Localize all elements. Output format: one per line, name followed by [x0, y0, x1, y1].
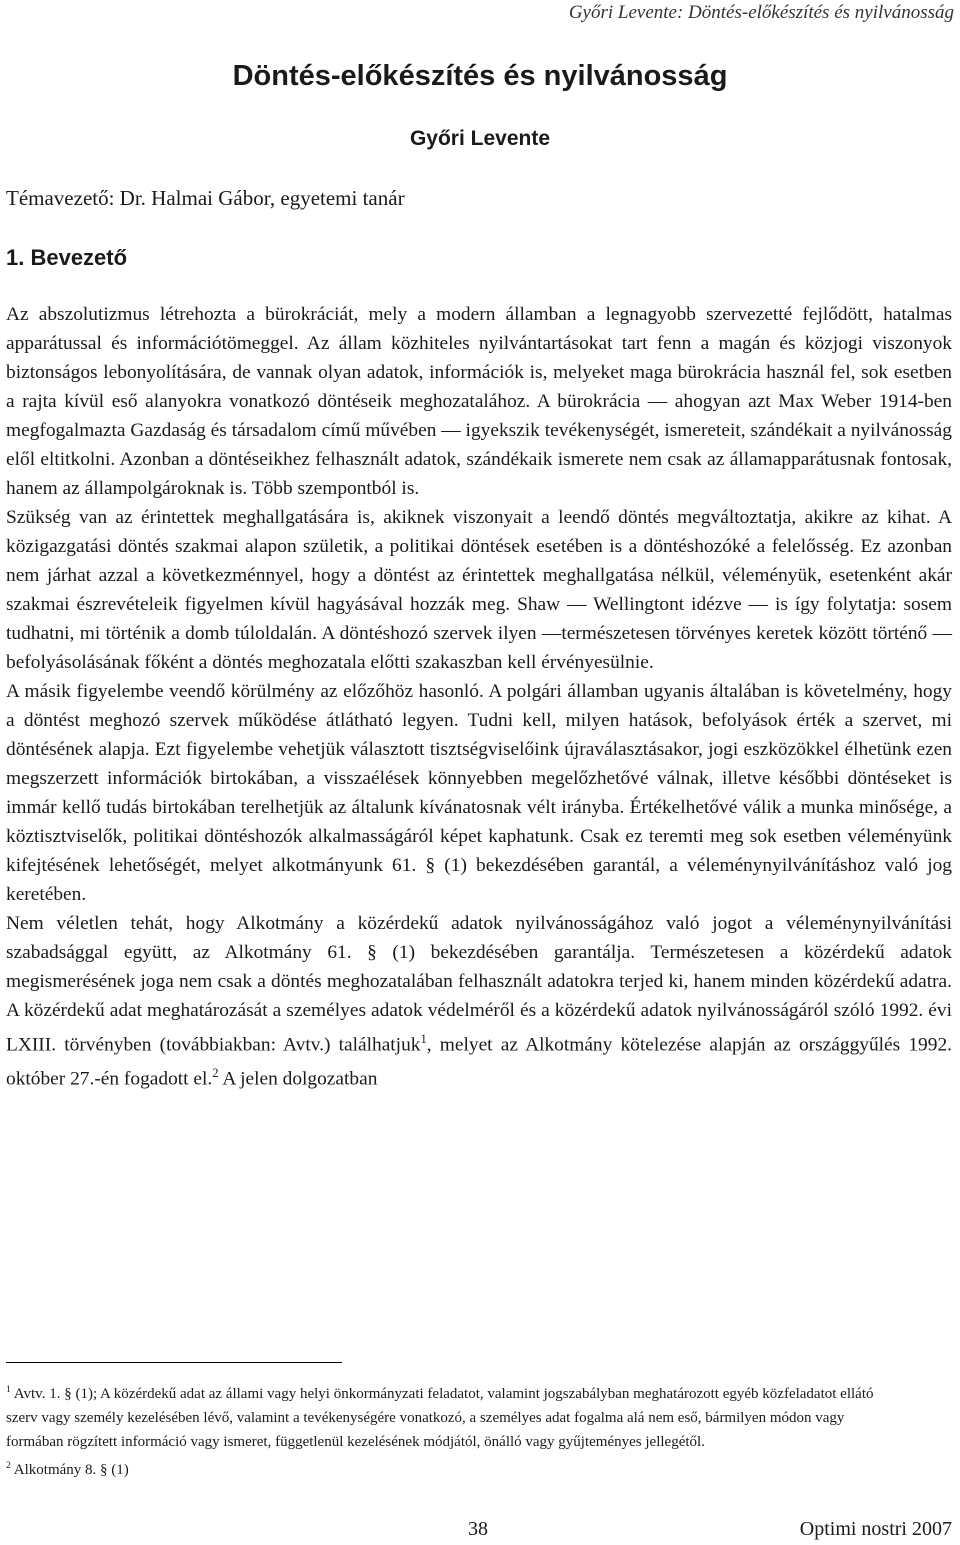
- running-header: Győri Levente: Döntés-előkészítés és nyilvánosság: [568, 2, 954, 23]
- author-name: Győri Levente: [409, 127, 551, 150]
- paragraph-text: Nem véletlen tehát, hogy Alkotmány a közérdekű adatok nyilvánosságához való jogot a véleménynyilvánítási szabadsággal együtt, az Alkotmány 61. § (1) bekezdésében garantálja. Természetesen a közérdekű adatok megismerésének joga nem csak a döntés meghozatalában felhasznált adatokra terjed ki, hanem minden közérdekű adatra. A közérdekű adat meghatározását a személyes adatok védelméről és a közérdekű adatok nyilvánosságáról szóló 1992. évi LXIII. törvényben (továbbiakban: Avtv.) találhatjuk: [6, 913, 952, 1056]
- footnotes: [6, 1378, 886, 1482]
- paragraph: A másik figyelembe veendő körülmény az előzőhöz hasonló. A polgári államban ugyanis általában is követelmény, hogy a döntést meghozó szervek működése átlátható legyen. Tudni kell, milyen hatások, befolyások érték a szervet, mi döntésének alapja. Ezt figyelembe vehetjük választott tisztségviselőink újraválasztásakor, jogi eszközökkel élhetünk ezen megszerzett információk birtokában, a visszaélések könnyebben megelőzhetővé válnak, illetve későbbi döntéseket is immár kellő tudás birtokában terelhetjük az általunk kívánatosnak vélt irányba. Értékelhetővé válik a munka minősége, a köztisztviselők, politikai döntéshozók alkalmasságáról képet kaphatunk. Csak ez teremti meg sok esetben véleményünk kifejtésének lehetőségét, melyet alkotmányunk 61. § (1) bekezdésében garantál, a véleménynyilvánításhoz való jog keretében.: [6, 681, 952, 905]
- footnote: [6, 1454, 886, 1482]
- paragraph: Az abszolutizmus létrehozta a bürokráciát, mely a modern államban a legnagyobb szervezetté fejlődött, hatalmas apparátussal és információtömeggel. Az állam közhiteles nyilvántartásokat tart fenn a magán és közjogi viszonyok biztonságos lebonyolítására, de vannak olyan adatok, információk is, melyeket maga bürokrácia használ fel, sok esetben a rajta kívül eső alanyokra vonatkozó döntéseik meghozatalához. A bürokrácia — ahogyan azt Max Weber 1914-ben megfogalmazta Gazdaság és társadalom című művében — igyekszik tevékenységét, ismereteit, szándékait a nyilvánosság elől eltitkolni. Azonban a döntéseikhez felhasznált adatok, szándékaik ismerete nem csak az államapparátusnak fontosak, hanem az állampolgároknak is. Több szempontból is.: [6, 304, 952, 499]
- paragraph-text: A jelen dolgozatban: [218, 1068, 378, 1090]
- footnote-text: Avtv. 1. § (1); A közérdekű adat az állami vagy helyi önkormányzati feladatot, valamint jogszabályban meghatározott egyéb közfeladatot ellátó szerv vagy személy kezelésében lévő, valamint a tevékenységére vonatkozó, a személyes adat fogalma alá nem eső, bármilyen módon vagy formában rögzített információ vagy ismeret, függetlenül kezelésének módjától, önálló vagy gyűjteményes jellegétől.: [6, 1386, 874, 1450]
- footnote-mark: 2: [6, 1460, 11, 1471]
- section-heading: 1. Bevezető: [6, 245, 128, 270]
- footnote: [6, 1378, 886, 1454]
- footnote-divider: [6, 1362, 342, 1363]
- document-title: Döntés-előkészítés és nyilvánosság: [232, 60, 728, 92]
- supervisor-line: Témavezető: Dr. Halmai Gábor, egyetemi tanár: [6, 186, 405, 210]
- body-text: [6, 300, 952, 1094]
- footnote-ref[interactable]: 1: [420, 1032, 427, 1046]
- page-number: 38: [468, 1518, 488, 1540]
- journal-name: Optimi nostri 2007: [799, 1518, 952, 1540]
- footnote-mark: 1: [6, 1384, 11, 1395]
- footnote-ref[interactable]: 2: [212, 1066, 219, 1081]
- paragraph-text: , melyet az Alkotmány kötelezése alapján az országgyűlés 1992. október 27.-én fogadott el.: [6, 1034, 952, 1090]
- paragraph: [6, 909, 952, 1094]
- footnote-text: Alkotmány 8. § (1): [10, 1462, 129, 1478]
- paragraph: Szükség van az érintettek meghallgatására is, akiknek viszonyait a leendő döntés megváltoztatja, akikre az kihat. A közigazgatási döntés szakmai alapon születik, a politikai döntések esetében is a döntéshozóké a felelősség. Ez azonban nem járhat azzal a következménnyel, hogy a döntést az érintettek meghallgatása nélkül, véleményük, esetenként akár szakmai észrevételeik figyelmen kívül hagyásával hozzák meg. Shaw — Wellingtont idézve — is így folytatja: sosem tudhatni, mi történik a domb túloldalán. A döntéshozó szervek ilyen —természetesen törvényes keretek között történő — befolyásolásának főként a döntés meghozatala előtti szakaszban kell érvényesülnie.: [6, 507, 952, 673]
